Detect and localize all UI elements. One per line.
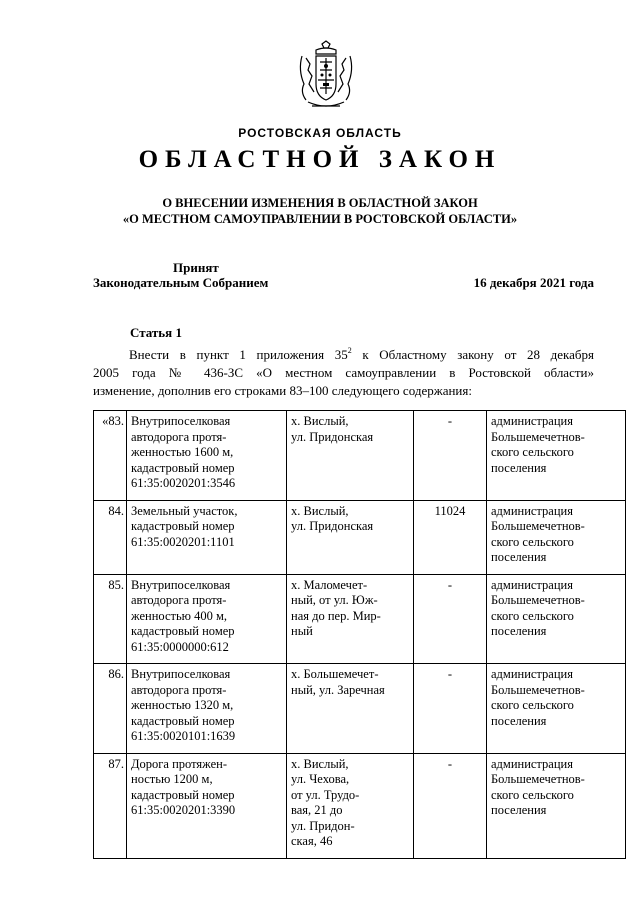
object-description-line: 61:35:0020101:1639 [131,729,236,743]
adopted-by: Законодательным Собранием [93,275,269,290]
owner-name-line: администрация [491,577,573,592]
object-description [127,753,287,858]
object-address-line: х. Большемечет- [291,667,379,681]
owner-name-line: администрация [491,414,573,428]
object-address-line: ная до пер. Мир- [291,608,381,623]
object-address-line: х. Маломечет- [291,577,368,592]
object-area: - [414,411,487,501]
row-number: 85. [94,574,127,664]
object-address [287,753,414,858]
object-address-line: от ул. Трудо- [291,787,360,802]
owner-name-line: администрация [491,667,573,681]
property-table-body [94,411,626,859]
object-address-line: ул. Придон- [291,818,355,833]
row-number: 84. [94,500,127,574]
region-name: РОСТОВСКАЯ ОБЛАСТЬ [238,126,402,140]
object-description [127,411,287,501]
property-table [93,410,626,859]
owner-name-line: Большемечетнов- [491,593,585,607]
object-address [287,411,414,501]
subtitle-line-2: «О МЕСТНОМ САМОУПРАВЛЕНИИ В РОСТОВСКОЙ ОБЛАСТИ» [122,212,518,226]
object-description [127,664,287,754]
article-heading: Статья 1 [130,325,182,340]
adopted-label: Принят [173,260,219,275]
paragraph-text-before: Внести в пункт 1 приложения 35 [129,347,348,362]
paragraph-line-1 [93,346,594,364]
owner-name-line: поселения [491,803,547,817]
object-description-line: автодорога протя- [131,682,227,697]
object-description [127,574,287,664]
rostov-oblast-coat-of-arms-icon [296,40,356,110]
object-address-line: ул. Чехова, [291,772,350,786]
owner-name [487,664,626,754]
document-subtitle [0,195,640,227]
object-address [287,500,414,574]
object-area: - [414,574,487,664]
object-description-line: кадастровый номер [131,460,235,475]
adoption-date: 16 декабря 2021 года [473,275,594,290]
object-address [287,574,414,664]
table-row [94,411,626,501]
table-row [94,753,626,858]
object-description-line: женностью 1320 м, [131,698,234,712]
owner-name-line: Большемечетнов- [491,682,585,697]
owner-name-line: ского сельского [491,698,574,712]
owner-name-line: администрация [491,503,573,518]
object-address-line: х. Вислый, [291,414,349,428]
superscript: 2 [347,346,352,355]
object-description-line: женностью 400 м, [131,608,228,623]
owner-name-line: ского сельского [491,534,574,549]
table-row [94,664,626,754]
owner-name-line: поселения [491,460,547,475]
object-description-line: Внутрипоселковая [131,577,231,592]
row-number: 86. [94,664,127,754]
object-description-line: кадастровый номер [131,624,235,638]
object-description [127,500,287,574]
object-address-line: х. Вислый, [291,756,349,771]
owner-name-line: ского сельского [491,445,574,459]
owner-name-line: ского сельского [491,608,574,623]
object-description-line: автодорога протя- [131,593,227,607]
owner-name-line: Большемечетнов- [491,519,585,533]
owner-name [487,500,626,574]
object-address-line: ул. Придонская [291,519,374,533]
object-description-line: автодорога протя- [131,429,227,444]
owner-name-line: администрация [491,756,573,771]
object-address-line: ный, от ул. Юж- [291,593,378,607]
object-description-line: 61:35:0020201:1101 [131,534,235,549]
owner-name-line: поселения [491,550,547,564]
row-number: 87. [94,753,127,858]
object-description-line: Внутрипоселковая [131,667,231,681]
object-address-line: вая, 21 до [291,803,343,817]
paragraph-line-2: 2005 года № 436-ЗС «О местном самоуправлении в Ростовской области» [93,365,594,380]
owner-name [487,574,626,664]
object-address [287,664,414,754]
object-description-line: 61:35:0020201:3546 [131,476,236,490]
object-description-line: 61:35:0000000:612 [131,639,229,654]
object-description-line: Внутрипоселковая [131,414,231,428]
object-description-line: женностью 1600 м, [131,445,234,459]
object-description-line: ностью 1200 м, [131,772,213,786]
object-description-line: кадастровый номер [131,519,235,533]
owner-name-line: поселения [491,713,547,728]
owner-name-line: поселения [491,624,547,638]
object-description-line: Дорога протяжен- [131,756,228,771]
subtitle-line-1: О ВНЕСЕНИИ ИЗМЕНЕНИЯ В ОБЛАСТНОЙ ЗАКОН [162,196,478,210]
object-address-line: ская, 46 [291,834,333,848]
owner-name-line: Большемечетнов- [491,429,585,444]
table-row [94,500,626,574]
object-description-line: кадастровый номер [131,787,235,802]
table-row [94,574,626,664]
object-description-line: Земельный участок, [131,503,238,518]
object-description-line: кадастровый номер [131,713,235,728]
owner-name-line: ского сельского [491,787,574,802]
object-address-line: х. Вислый, [291,503,349,518]
paragraph-text-after: к Областному закону от 28 декабря [351,347,594,362]
object-area: - [414,664,487,754]
object-area: - [414,753,487,858]
object-address-line: ный, ул. Заречная [291,682,385,697]
object-address-line: ул. Придонская [291,429,374,444]
row-number: «83. [94,411,127,501]
owner-name-line: Большемечетнов- [491,772,585,786]
owner-name [487,411,626,501]
object-description-line: 61:35:0020201:3390 [131,803,236,817]
paragraph-line-3: изменение, дополнив его строками 83–100 следующего содержания: [93,383,472,398]
article-paragraph [93,346,594,400]
object-area: 11024 [414,500,487,574]
owner-name [487,753,626,858]
object-address-line: ный [291,624,313,638]
document-title: ОБЛАСТНОЙ ЗАКОН [138,146,502,173]
